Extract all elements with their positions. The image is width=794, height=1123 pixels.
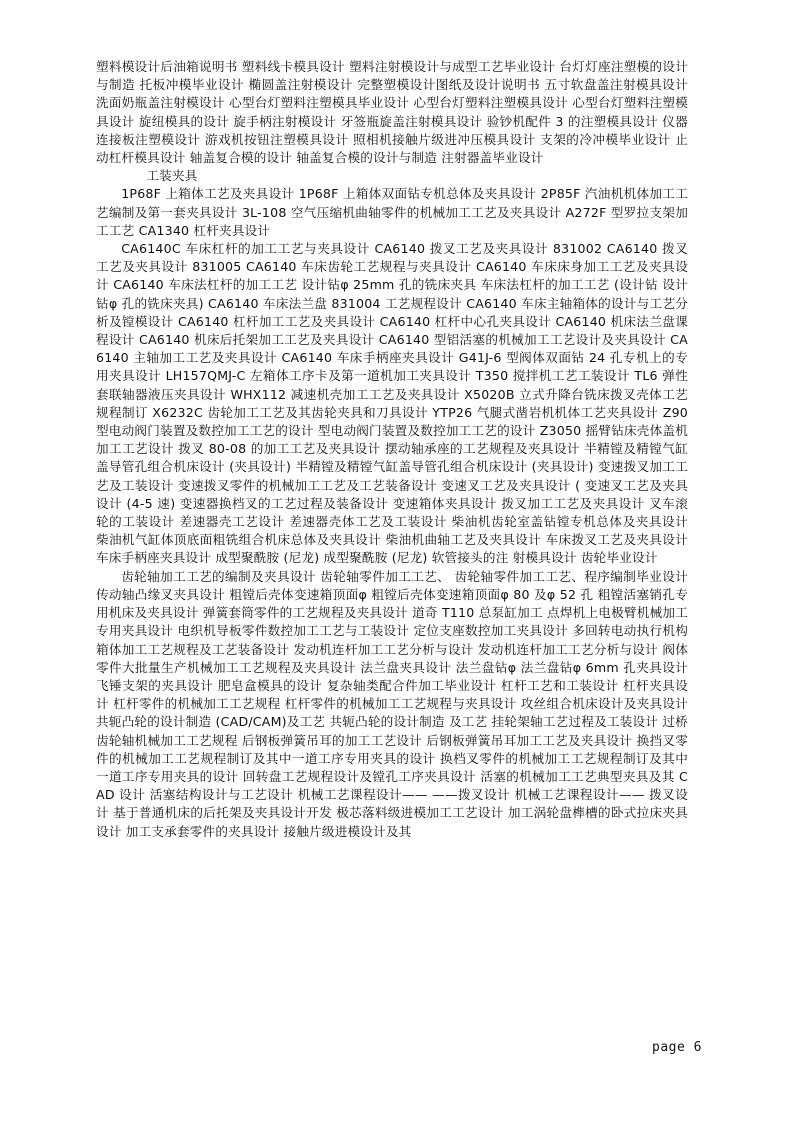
page-number: page 6 xyxy=(652,1040,702,1055)
section-heading: 工装夹具 xyxy=(146,168,198,184)
mold-design-paragraph: 塑料模设计后油箱说明书 塑料线卡模具设计 塑料注射模设计与成型工艺毕业设计 台灯灯座注塑模的设计与制造 托板冲模毕业设计 椭圆盖注射模设计 完整塑模设计图纸及设计说明书 五寸软盘盖注射模具设计 洗面奶瓶盖注射模设计 心型台灯塑料注塑模具毕业设计 心型台灯塑料注塑模具设计 心型台灯塑料注塑模具设计 旋纽模具的设计 旋手柄注射模设计 牙签瓶旋盖注射模具设计 验钞机配件 3 的注塑模具设计 仪器连接板注塑模设计 游戏机按钮注塑模具设计 照相机接触片级进冲压模具设计 支架的冷冲模毕业设计 止动杠杆模具设计 轴盖复合模的设计 轴盖复合模的设计与制造 注射器盖毕业设计 xyxy=(96,59,688,166)
fixture-paragraph-2: CA6140C 车床杠杆的加工工艺与夹具设计 CA6140 拨叉工艺及夹具设计 831002 CA6140 拨叉工艺及夹具设计 831005 CA6140 车床齿轮工艺规程与夹具设计 CA6140 车床床身加工工艺及夹具设计 CA6140 车床法杠杆的加工工艺 设计钻φ 25mm 孔的铣床夹具 车床法杠杆的加工工艺 (设计钻 设计钻φ 孔的铣床夹具) CA6140 车床法兰盘 831004 工艺规程设计 CA6140 车床主轴箱体的设计与工艺分析及镗模设计 CA6140 杠杆加工工艺及夹具设计 CA6140 杠杆中心孔夹具设计 CA6140 机床法兰盘课程设计 CA6140 机床后托架加工工艺及夹具设计 CA6140 型铝活塞的机械加工工艺设计及夹具设计 CA6140 主轴加工工艺及夹具设计 CA6140 车床手柄座夹具设计 G41J-6 型阀体双面钻 24 孔专机上的专用夹具设计 LH157QMJ-C 左箱体工序卡及第一道机加工夹具设计 T350 搅拌机工艺工装设计 TL6 弹性套联轴器液压夹具设计 WHX112 减速机壳加工工艺及夹具设计 X5020B 立式升降台铣床拨叉壳体工艺规程制订 X6232C 齿轮加工工艺及其齿轮夹具和刀具设计 YTP26 气腿式凿岩机机体工艺夹具设计 Z90 型电动阀门装置及数控加工工艺的设计 型电动阀门装置及数控加工工艺的设计 Z3050 摇臂钻床壳体盖机加工工艺设计 拨叉 80-08 的加工工艺及夹具设计 摆动轴承座的工艺规程及夹具设计 半精镗及精镗气缸盖导管孔组合机床设计 (夹具设计) 半精镗及精镗气缸盖导管孔组合机床设计 (夹具设计) 变速拨叉加工工艺及工装设计 变速拨叉零件的机械加工工艺及工艺装备设计 变速叉工艺及夹具设计 ( 变速叉工艺及夹具设计 (4-5 速) 变速器换档叉的工艺过程及装备设计 变速箱体夹具设计 拨叉加工工艺及夹具设计 叉车滚轮的工装设计 差速器壳工艺设计 差速器壳体工艺及工装设计 柴油机齿轮室盖钻镗专机总体及夹具设计 柴油机气缸体顶底面粗铣组合机床总体及夹具设计 柴油机曲轴工艺及夹具设计 车床拨叉工艺及夹具设计 车床手柄座夹具设计 成型聚酰胺 (尼龙) 成型聚酰胺 (尼龙) 软管接头的注 射模具设计 齿轮毕业设计 xyxy=(96,241,688,566)
fixture-paragraph-1: 1P68F 上箱体工艺及夹具设计 1P68F 上箱体双面钻专机总体及夹具设计 2P85F 汽油机机体加工工艺编制及第一套夹具设计 3L-108 空气压缩机曲轴零件的机械加工工艺及夹具设计 A272F 型罗拉支架加工工艺 CA1340 杠杆夹具设计 xyxy=(96,186,688,238)
document-body xyxy=(96,58,688,841)
fixture-paragraph-3: 齿轮轴加工工艺的编制及夹具设计 齿轮轴零件加工工艺、 齿轮轴零件加工工艺、程序编制毕业设计 传动轴凸缘叉夹具设计 粗镗后壳体变速箱顶面φ 粗镗后壳体变速箱顶面φ 80 及φ 52 孔 粗镗活塞销孔专用机床及夹具设计 弹簧套筒零件的工艺规程及夹具设计 道奇 T110 总泵缸加工 点焊机上电极臂机械加工专用夹具设计 电织机导板零件数控加工工艺与工装设计 定位支座数控加工夹具设计 多回转电动执行机构箱体加工工艺规程及工艺装备设计 发动机连杆加工工艺分析与设计 发动机连杆加工工艺分析与设计 阀体零件大批量生产机械加工工艺规程及夹具设计 法兰盘夹具设计 法兰盘钻φ 法兰盘钻φ 6mm 孔夹具设计 飞锤支架的夹具设计 肥皂盒模具的设计 复杂轴类配合件加工毕业设计 杠杆工艺和工装设计 杠杆夹具设计 杠杆零件的机械加工工艺规程 杠杆零件的机械加工工艺规程与夹具设计 攻丝组合机床设计及夹具设计 共轭凸轮的设计制造 (CAD/CAM)及工艺 共轭凸轮的设计制造 及工艺 挂轮架轴工艺过程及工装设计 过桥齿轮轴机械加工工艺规程 后钢板弹簧吊耳的加工工艺设计 后钢板弹簧吊耳加工工艺及夹具设计 换挡叉零件的机械加工工艺规程制订及其中一道工序专用夹具的设计 换档叉零件的机械加工工艺规程制订及其中一道工序专用夹具的设计 回转盘工艺规程设计及镗孔工序夹具设计 活塞的机械加工工艺典型夹具及其 CAD 设计 活塞结构设计与工艺设计 机械工艺课程设计—— ——拨叉设计 机械工艺课程设计—— 拨叉设计 基于普通机床的后托架及夹具设计开发 极芯落料级进模加工工艺设计 加工涡轮盘榫槽的卧式拉床夹具设计 加工支承套零件的夹具设计 接触片级进模设计及其 xyxy=(96,568,688,839)
